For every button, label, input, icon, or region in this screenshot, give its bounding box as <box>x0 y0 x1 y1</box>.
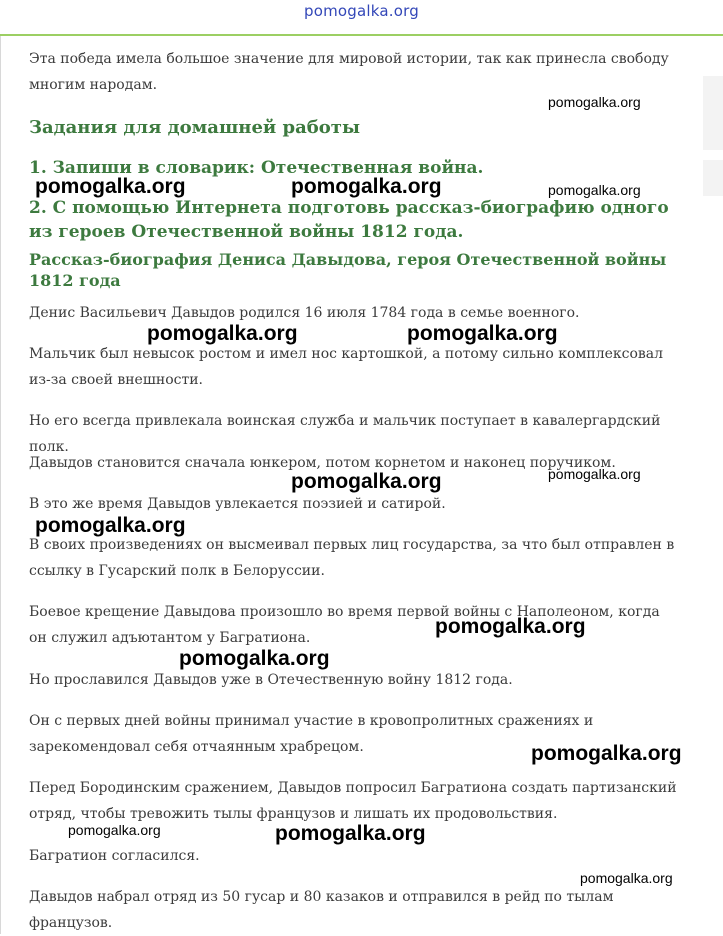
side-panel-strip <box>703 76 723 150</box>
story-paragraph: Мальчик был невысок ростом и имел нос картошкой, а потому сильно комплексовал из-за своей внешности. <box>29 346 664 388</box>
site-title-link[interactable]: pomogalka.org <box>304 2 419 20</box>
story-paragraph: Но прославился Давыдов уже в Отечественную войну 1812 года. <box>29 672 513 688</box>
watermark: pomogalka.org <box>407 322 558 345</box>
watermark: pomogalka.org <box>580 870 673 886</box>
watermark: pomogalka.org <box>531 742 682 765</box>
watermark: pomogalka.org <box>291 175 442 198</box>
content-left-border <box>0 36 1 934</box>
watermark: pomogalka.org <box>275 822 426 845</box>
story-paragraph: Он с первых дней войны принимал участие в кровопролитных сражениях и зарекомендовал себя отчаянным храбрецом. <box>29 713 594 755</box>
story-paragraph: В это же время Давыдов увлекается поэзией и сатирой. <box>29 496 446 512</box>
story-paragraph: Боевое крещение Давыдова произошло во время первой войны с Наполеоном, когда он служил адъютантом у Багратиона. <box>29 604 660 646</box>
header-divider <box>0 34 723 36</box>
homework-task-1: 1. Запиши в словарик: Отечественная война. <box>29 158 484 178</box>
story-paragraph: Перед Бородинским сражением, Давыдов попросил Багратиона создать партизанский отряд, чтобы тревожить тылы французов и лишать их продовольствия. <box>29 780 677 822</box>
watermark: pomogalka.org <box>435 615 586 638</box>
watermark: pomogalka.org <box>548 182 641 198</box>
story-paragraph: Но его всегда привлекала воинская служба и мальчик поступает в кавалергардский полк. <box>29 413 661 455</box>
homework-heading: Задания для домашней работы <box>29 117 360 138</box>
watermark: pomogalka.org <box>548 466 641 482</box>
side-panel-strip <box>703 160 723 196</box>
story-paragraph: В своих произведениях он высмеивал первых лиц государства, за что был отправлен в ссылку в Гусарский полк в Белоруссии. <box>29 537 675 579</box>
story-title: Рассказ-биография Дениса Давыдова, героя Отечественной войны 1812 года <box>29 250 667 290</box>
top-bar <box>0 0 723 34</box>
watermark: pomogalka.org <box>179 647 330 670</box>
story-paragraph: Багратион согласился. <box>29 848 200 864</box>
watermark: pomogalka.org <box>548 94 641 110</box>
watermark: pomogalka.org <box>35 175 186 198</box>
watermark: pomogalka.org <box>35 514 186 537</box>
story-paragraph: Давыдов набрал отряд из 50 гусар и 80 казаков и отправился в рейд по тылам французов. <box>29 889 614 931</box>
story-paragraph: Давыдов становится сначала юнкером, потом корнетом и наконец поручиком. <box>29 455 616 471</box>
watermark: pomogalka.org <box>291 470 442 493</box>
watermark: pomogalka.org <box>147 322 298 345</box>
homework-task-2: 2. С помощью Интернета подготовь рассказ-биографию одного из героев Отечественной войны 1812 года. <box>29 198 669 242</box>
story-paragraph: Денис Васильевич Давыдов родился 16 июля 1784 года в семье военного. <box>29 305 580 321</box>
watermark: pomogalka.org <box>68 822 161 838</box>
intro-paragraph: Эта победа имела большое значение для мировой истории, так как принесла свободу многим народам. <box>29 51 669 93</box>
